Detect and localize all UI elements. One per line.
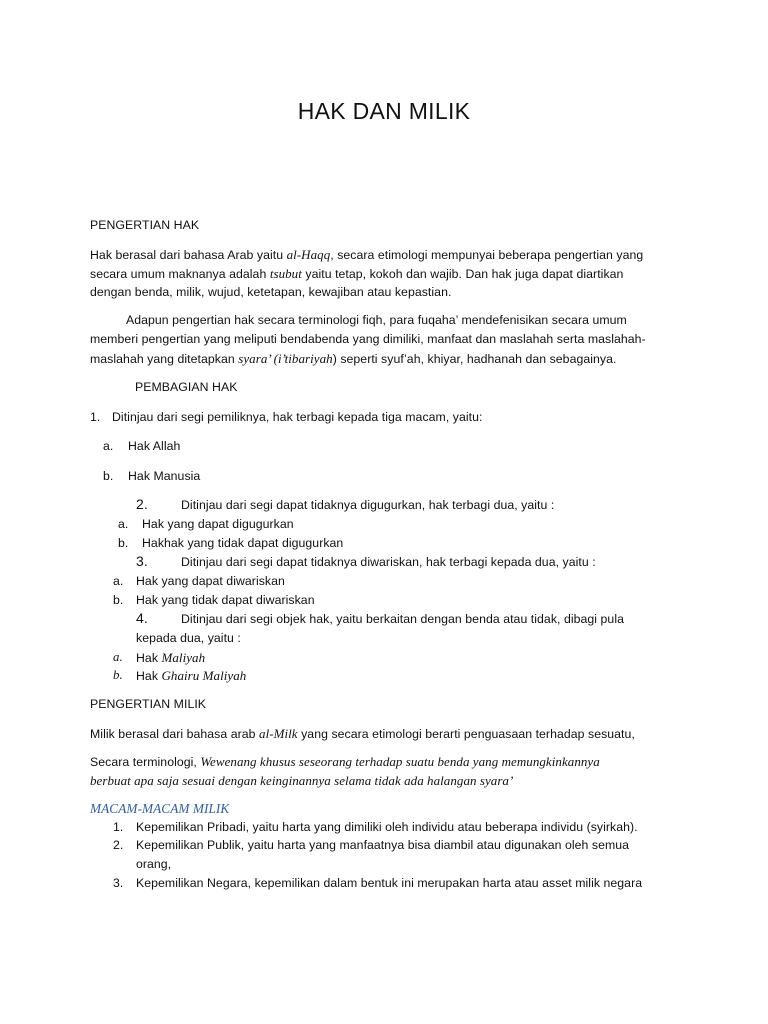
list-letter: b. xyxy=(113,593,124,607)
list-number: 2. xyxy=(136,496,148,512)
list-item-text: Kepemilikan Pribadi, yaitu harta yang dimiliki oleh individu atau beberapa individu (syirkah). xyxy=(136,820,638,834)
list-number: 4. xyxy=(136,610,148,626)
italic-term: al-Haqq xyxy=(286,247,331,262)
list-letter: a. xyxy=(113,650,123,664)
italic-definition: Wewenang khusus seseorang terhadap suatu benda yang memungkinkannya xyxy=(200,754,600,769)
list-item-text: Hak Maliyah xyxy=(136,650,206,665)
list-item-text: Ditinjau dari segi pemiliknya, hak terbagi kepada tiga macam, yaitu: xyxy=(112,410,483,424)
list-item-text: Hak yang dapat digugurkan xyxy=(142,517,294,531)
paragraph-line: Hak berasal dari bahasa Arab yaitu al-Haqq, secara etimologi mempunyai beberapa pengertian yang xyxy=(90,247,644,262)
section-heading-pengertian-milik: PENGERTIAN MILIK xyxy=(90,697,207,711)
list-number: 3. xyxy=(136,553,148,569)
list-number: 2. xyxy=(113,838,124,852)
paragraph-line: Adapun pengertian hak secara terminologi fiqh, para fuqaha’ mendefenisikan secara umum xyxy=(126,313,627,327)
list-item-text: Ditinjau dari segi dapat tidaknya digugurkan, hak terbagi dua, yaitu : xyxy=(181,498,555,512)
section-heading-macam-milik: MACAM-MACAM MILIK xyxy=(90,801,230,816)
list-item-text: orang, xyxy=(136,857,172,871)
list-item-text: Kepemilikan Publik, yaitu harta yang manfaatnya bisa diambil atau digunakan oleh semua xyxy=(136,838,630,852)
list-item-text: Hak Allah xyxy=(128,439,181,453)
list-letter: a. xyxy=(113,574,124,588)
list-item-text: Ditinjau dari segi objek hak, yaitu berkaitan dengan benda atau tidak, dibagi pula xyxy=(181,612,624,626)
list-letter: b. xyxy=(103,469,114,483)
document-title: HAK DAN MILIK xyxy=(297,98,471,124)
list-item-text: Hak Ghairu Maliyah xyxy=(136,668,247,683)
list-number: 3. xyxy=(113,876,124,890)
list-item-text: Hak yang tidak dapat diwariskan xyxy=(136,593,315,607)
list-item-text: Hak yang dapat diwariskan xyxy=(136,574,285,588)
section-heading-pembagian-hak: PEMBAGIAN HAK xyxy=(135,380,238,394)
list-item-text: Ditinjau dari segi dapat tidaknya diwariskan, hak terbagi kepada dua, yaitu : xyxy=(181,555,596,569)
paragraph-line: memberi pengertian yang meliputi bendabenda yang dimiliki, manfaat dan maslahah serta maslahah- xyxy=(90,332,646,346)
list-letter: a. xyxy=(103,439,114,453)
list-number: 1. xyxy=(90,410,101,424)
list-item-text: Kepemilikan Negara, kepemilikan dalam bentuk ini merupakan harta atau asset milik negara xyxy=(136,876,643,890)
italic-term: Maliyah xyxy=(161,650,206,665)
paragraph-line: Secara terminologi, Wewenang khusus seseorang terhadap suatu benda yang memungkinkannya xyxy=(90,754,600,769)
paragraph-line: secara umum maknanya adalah tsubut yaitu tetap, kokoh dan wajib. Dan hak juga dapat diartikan xyxy=(90,266,624,281)
list-letter: b. xyxy=(118,536,129,550)
italic-term: tsubut xyxy=(269,266,302,281)
list-item-text: kepada dua, yaitu : xyxy=(136,631,241,645)
paragraph-line: Milik berasal dari bahasa arab al-Milk yang secara etimologi berarti penguasaan terhadap sesuatu, xyxy=(90,726,635,741)
paragraph-line: dengan benda, milik, wujud, ketetapan, kewajiban atau kepastian. xyxy=(90,285,452,299)
italic-term: syara’ (i’tibariyah xyxy=(238,351,333,366)
list-item-text: Hak Manusia xyxy=(128,469,201,483)
italic-term: Ghairu Maliyah xyxy=(161,668,247,683)
list-number: 1. xyxy=(113,820,124,834)
list-letter: a. xyxy=(118,517,129,531)
paragraph-line: maslahah yang ditetapkan syara’ (i’tibariyah) seperti syuf’ah, khiyar, hadhanah dan sebagainya. xyxy=(90,351,617,366)
italic-term: al-Milk xyxy=(259,726,298,741)
italic-definition: berbuat apa saja sesuai dengan keinginannya selama tidak ada halangan syara’ xyxy=(90,773,514,788)
list-letter: b. xyxy=(113,668,123,682)
list-item-text: Hakhak yang tidak dapat digugurkan xyxy=(142,536,344,550)
section-heading-pengertian-hak: PENGERTIAN HAK xyxy=(90,218,200,232)
